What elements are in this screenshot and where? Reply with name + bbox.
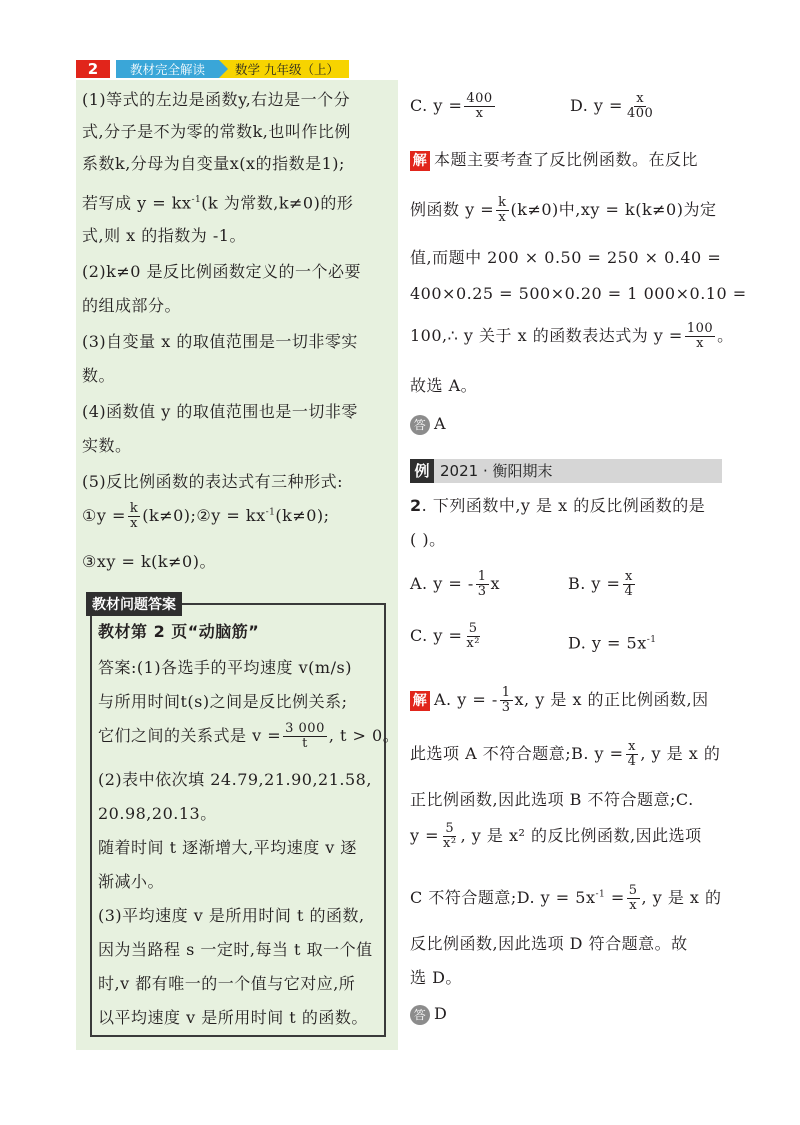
note-1-line-4-b: (k 为常数,k≠0)的形: [201, 193, 354, 213]
note-1-line-4: [82, 190, 353, 213]
frac-den: 4: [627, 754, 637, 769]
answer-subtitle: 教材第 2 页“动脑筋”: [98, 622, 260, 641]
answer-line-3-a: 它们之间的关系式是 v =: [98, 726, 282, 745]
note-4-line-1: (4)函数值 y 的取值范围也是一切非零: [82, 402, 358, 421]
fraction-100-over-x: [685, 322, 715, 351]
t2b: , y 是 x 的: [640, 744, 721, 763]
fraction-3000-over-t: [283, 722, 327, 751]
note-5-forms-line-2: ③xy = k(k≠0)。: [82, 552, 216, 571]
s5b: 。: [717, 326, 734, 345]
page-header: [76, 60, 349, 78]
fraction-x-over-4: [626, 740, 639, 769]
solution-2-line-3: 正比例函数,因此选项 B 不符合题意;C.: [410, 790, 694, 809]
s2a: 例函数 y =: [410, 200, 495, 219]
fraction-x-over-4: [622, 570, 635, 599]
solution-2-line-6: 反比例函数,因此选项 D 符合题意。故: [410, 934, 688, 953]
form-1-b: (k≠0);②y = kx: [142, 506, 266, 525]
fraction-x-over-400: [625, 92, 655, 121]
frac-den: t: [302, 736, 308, 751]
answer-line-9: 因为当路程 s 一定时,每当 t 取一个值: [98, 940, 373, 959]
frac-den: 3: [477, 584, 487, 599]
question-number: 2: [410, 496, 422, 515]
fraction-400-over-x: [464, 92, 494, 121]
note-1-line-3: 系数k,分母为自变量x(x的指数是1);: [82, 154, 345, 173]
frac-num: k: [498, 195, 507, 210]
qa-a: A. y = -: [410, 574, 474, 593]
t5c: , y 是 x 的: [641, 888, 722, 907]
option-c-400: [410, 92, 497, 121]
opt-d-a: D. y =: [570, 96, 623, 115]
subject-grade: 数学 九年级（上）: [219, 60, 349, 78]
t1b: x, y 是 x 的正比例函数,因: [514, 690, 709, 709]
solution-2-line-5: [410, 884, 722, 913]
solution-badge: 解: [410, 151, 430, 171]
question-option-b: [568, 570, 637, 599]
frac-num: 5: [628, 883, 638, 898]
answer-2: [410, 1004, 447, 1025]
page-number: 2: [76, 60, 110, 78]
question-option-d: [568, 630, 657, 653]
t1a: A. y = -: [434, 690, 498, 709]
frac-num: 1: [477, 569, 487, 584]
form-1-sup: -1: [265, 507, 276, 518]
answer-line-1: 答案:(1)各选手的平均速度 v(m/s): [98, 658, 352, 677]
answer-1: [410, 414, 446, 435]
solution-1-line-5: [410, 322, 734, 351]
t5a: C 不符合题意;D. y = 5x: [410, 888, 596, 907]
qa-b: x: [490, 574, 501, 593]
fraction-1-over-3: [476, 570, 489, 599]
t4a: y =: [410, 826, 440, 845]
note-2-line-2: 的组成部分。: [82, 296, 182, 315]
answer-line-11: 以平均速度 v 是所用时间 t 的函数。: [98, 1008, 368, 1027]
answer-line-6: 随着时间 t 逐渐增大,平均速度 v 逐: [98, 838, 357, 857]
form-1-a: ①y =: [82, 506, 126, 525]
frac-den: x²: [466, 636, 480, 651]
question-line-2: ( )。: [410, 530, 446, 549]
t2a: 此选项 A 不符合题意;B. y =: [410, 744, 624, 763]
note-4-line-2: 实数。: [82, 436, 132, 455]
question-line-1: [410, 496, 705, 516]
question-option-c: [410, 622, 484, 651]
note-5-line-1: (5)反比例函数的表达式有三种形式:: [82, 472, 344, 491]
solution-2-line-2: [410, 740, 720, 769]
book-title: 教材完全解读: [116, 60, 219, 78]
qc-a: C. y =: [410, 626, 463, 645]
frac-num: x: [636, 91, 645, 106]
answer-line-7: 渐减小。: [98, 872, 165, 891]
frac-num: k: [129, 501, 139, 516]
textbook-answer-title: 教材问题答案: [86, 592, 182, 616]
note-5-forms-line-1: [82, 502, 330, 531]
frac-den: x: [475, 106, 484, 121]
t5b: =: [605, 888, 625, 907]
solution-1-line-2: [410, 196, 716, 225]
opt-c-a: C. y =: [410, 96, 463, 115]
answer-line-3-b: , t > 0。: [328, 726, 400, 745]
solution-1-line-3: 值,而题中 200 × 0.50 = 250 × 0.40 =: [410, 248, 722, 267]
answer-line-5: 20.98,20.13。: [98, 804, 217, 823]
solution-1-line-4: 400×0.25 = 500×0.20 = 1 000×0.10 =: [410, 284, 747, 303]
fraction-k-over-x: [128, 502, 140, 531]
s2b: (k≠0)中,xy = k(k≠0)为定: [510, 200, 717, 219]
note-1-line-4-sup: -1: [191, 195, 202, 205]
frac-num: 100: [686, 321, 714, 336]
note-3-line-2: 数。: [82, 366, 116, 385]
answer-1-value: A: [434, 414, 447, 433]
frac-den: x: [130, 516, 138, 531]
answer-line-2: 与所用时间t(s)之间是反比例关系;: [98, 692, 348, 711]
frac-num: 5: [445, 821, 455, 836]
answer-line-10: 时,v 都有唯一的一个值与它对应,所: [98, 974, 356, 993]
answer-line-4: (2)表中依次填 24.79,21.90,21.58,: [98, 770, 372, 789]
answer-badge: 答: [410, 415, 430, 435]
solution-2-line-4: [410, 822, 702, 851]
option-d-400: [570, 92, 657, 121]
fraction-k-over-x: [496, 196, 508, 225]
frac-den: x: [629, 898, 638, 913]
note-1-line-2: 式,分子是不为零的常数k,也叫作比例: [82, 122, 351, 141]
qd: D. y = 5x: [568, 633, 647, 653]
qd-sup: -1: [646, 635, 657, 645]
note-1-line-4-a: 若写成 y = kx: [82, 193, 192, 213]
solution-1-line-1: [410, 150, 698, 171]
frac-den: x: [696, 336, 704, 351]
example-source: 2021 · 衡阳期末: [440, 462, 553, 480]
question-option-a: [410, 570, 500, 599]
solution-2-line-7: 选 D。: [410, 968, 462, 987]
frac-num: x: [628, 739, 636, 754]
frac-num: x: [624, 569, 633, 584]
answer-2-value: D: [434, 1004, 448, 1023]
question-text-1: . 下列函数中,y 是 x 的反比例函数的是: [421, 496, 706, 515]
fraction-5-over-x2: [464, 622, 482, 651]
qb-a: B. y =: [568, 574, 621, 593]
note-2-line-1: (2)k≠0 是反比例函数定义的一个必要: [82, 262, 362, 281]
answer-line-3: [98, 722, 399, 751]
s5a: 100,∴ y 关于 x 的函数表达式为 y =: [410, 326, 683, 345]
frac-num: 5: [468, 621, 478, 636]
frac-num: 3 000: [285, 721, 325, 736]
note-1-line-5: 式,则 x 的指数为 -1。: [82, 226, 246, 245]
frac-num: 400: [466, 91, 493, 106]
frac-den: x²: [443, 836, 457, 851]
fraction-5-over-x2: [441, 822, 459, 851]
fraction-1-over-3: [500, 686, 513, 715]
solution-badge: 解: [410, 691, 430, 711]
answer-line-8: (3)平均速度 v 是所用时间 t 的函数,: [98, 906, 365, 925]
note-3-line-1: (3)自变量 x 的取值范围是一切非零实: [82, 332, 358, 351]
frac-den: 400: [626, 106, 654, 121]
frac-den: 3: [501, 700, 511, 715]
t4b: , y 是 x² 的反比例函数,因此选项: [460, 826, 702, 845]
frac-den: 4: [624, 584, 634, 599]
t5-sup: -1: [595, 889, 606, 900]
example-tag: 例: [410, 459, 434, 483]
s1: 本题主要考查了反比例函数。在反比: [434, 150, 699, 169]
form-1-c: (k≠0);: [275, 506, 330, 525]
fraction-5-over-x: [627, 884, 640, 913]
frac-den: x: [498, 210, 507, 225]
frac-num: 1: [501, 685, 511, 700]
answer-badge: 答: [410, 1005, 430, 1025]
solution-1-line-6: 故选 A。: [410, 376, 478, 395]
note-1-line-1: (1)等式的左边是函数y,右边是一个分: [82, 90, 351, 109]
solution-2-line-1: [410, 686, 709, 715]
